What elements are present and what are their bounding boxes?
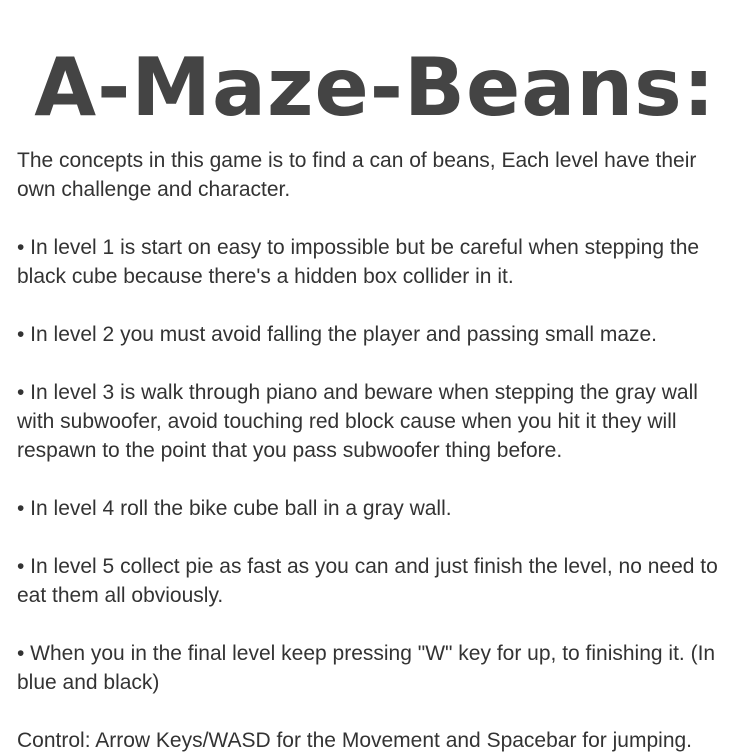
level-3-paragraph: • In level 3 is walk through piano and beware when stepping the gray wall with subwoofer, avoid touching red block cause when you hit it they will respawn to the point that you pass subwoofer thing before. <box>17 381 698 462</box>
intro-paragraph: The concepts in this game is to find a can of beans, Each level have their own challenge and character. <box>17 149 697 201</box>
level-5-paragraph: • In level 5 collect pie as fast as you can and just finish the level, no need to eat them all obviously. <box>17 555 718 607</box>
level-4-paragraph: • In level 4 roll the bike cube ball in a gray wall. <box>17 497 452 520</box>
level-1-paragraph: • In level 1 is start on easy to impossible but be careful when stepping the black cube because there's a hidden box collider in it. <box>17 236 700 288</box>
description-body <box>17 146 739 755</box>
final-level-paragraph: • When you in the final level keep pressing "W" key for up, to finishing it. (In blue and black) <box>17 642 716 694</box>
level-2-paragraph: • In level 2 you must avoid falling the player and passing small maze. <box>17 323 658 346</box>
page-title: A-Maze-Beans: <box>34 41 716 134</box>
controls-paragraph: Control: Arrow Keys/WASD for the Movement and Spacebar for jumping. <box>17 729 693 752</box>
